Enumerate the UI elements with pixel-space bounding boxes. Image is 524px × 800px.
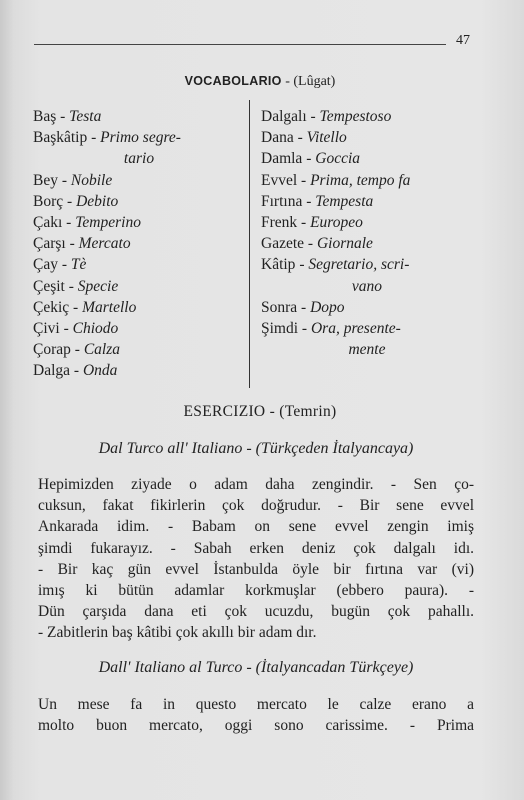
italian-word: Onda <box>82 362 118 380</box>
vocab-entry: Damla - Goccia <box>261 150 361 168</box>
text-line: imış ki bütün adamlar korkmuşlar (ebbero paura). - <box>38 582 474 600</box>
turkish-word: Fırtına <box>261 192 303 210</box>
section1-heading: Dal Turco all' Italiano - (Türkçeden İtalyancaya) <box>98 440 414 457</box>
text-line: şimdi fukarayız. - Sabah erken deniz çok dalgalı idı. <box>38 539 474 557</box>
turkish-word: Kâtip <box>261 256 296 274</box>
turkish-word: Frenk <box>261 214 298 232</box>
vocabulary-title-rest: - (Lûgat) <box>281 74 336 89</box>
vocabulary-right-column <box>261 106 473 360</box>
italian-word: Primo segre- <box>100 129 181 147</box>
vocab-entry: Şimdi - Ora, presente- mente <box>261 318 473 360</box>
turkish-word: Borç <box>33 192 64 210</box>
text-line: - Bir kaç gün evvel İstanbulda öyle bir fırtına var (vi) <box>38 560 474 578</box>
text-line: cuksun, fakat fikirlerin çok doğrudur. - Bir sene evvel <box>38 497 474 515</box>
vocab-entry: Dana - Vitello <box>261 129 347 147</box>
section1-paragraph <box>38 474 474 644</box>
italian-word-continuation: mente <box>348 341 386 359</box>
page-number: 47 <box>456 33 470 48</box>
italian-word: Europeo <box>310 214 363 232</box>
italian-word: Specie <box>77 277 119 295</box>
vocab-entry: Fırtına - Tempesta <box>261 192 374 210</box>
turkish-word: Bey <box>33 171 58 189</box>
column-divider <box>249 100 250 388</box>
turkish-word: Çay <box>33 256 58 274</box>
vocab-entry: Evvel - Prima, tempo fa <box>261 171 411 189</box>
italian-word: Goccia <box>315 150 361 168</box>
turkish-word: Sonra <box>261 298 298 316</box>
italian-word: Segretario, scri- <box>308 256 410 274</box>
vocab-entry: Çivi - Chiodo <box>33 320 119 338</box>
vocab-entry: Gazete - Giornale <box>261 235 373 253</box>
vocabulary-title-caps: VOCABOLARIO <box>184 74 282 88</box>
italian-word: Vitello <box>306 129 347 147</box>
italian-word: Debito <box>76 192 119 210</box>
italian-word: Tempesta <box>315 192 374 210</box>
turkish-word: Baş <box>33 108 57 125</box>
text-line: Hepimizden ziyade o adam daha zengindir. - Sen ço- <box>38 476 474 493</box>
exercise-title: ESERCIZIO - (Temrin) <box>183 403 337 420</box>
turkish-word: Damla <box>261 150 303 168</box>
italian-word: Tempestoso <box>319 108 392 125</box>
vocab-entry: Baş - Testa <box>33 108 102 125</box>
turkish-word: Çekiç <box>33 298 70 316</box>
italian-word: Mercato <box>78 235 131 253</box>
turkish-word: Çakı <box>33 214 63 232</box>
section2-heading: Dall' Italiano al Turco - (İtalyancadan Türkçeye) <box>98 659 414 676</box>
turkish-word: Evvel <box>261 171 298 189</box>
vocab-entry: Frenk - Europeo <box>261 214 363 232</box>
text-line: Dün çarşıda dana eti çok ucuzdu, bugün çok pahallı. <box>38 603 474 621</box>
italian-word: Chiodo <box>72 320 119 338</box>
italian-word-continuation: tario <box>123 150 155 168</box>
turkish-word: Başkâtip <box>33 129 88 147</box>
italian-word: Temperino <box>75 214 141 232</box>
turkish-word: Çivi <box>33 320 60 338</box>
vocab-entry: Çeşit - Specie <box>33 277 119 295</box>
text-line: - Zabitlerin baş kâtibi çok akıllı bir adam dır. <box>38 624 317 642</box>
turkish-word: Dalgalı <box>261 108 307 125</box>
italian-word-continuation: vano <box>351 277 383 295</box>
vocabulary-title <box>110 74 410 90</box>
turkish-word: Dana <box>261 129 294 147</box>
vocab-entry: Çay - Tè <box>33 256 87 274</box>
header-rule <box>34 44 446 45</box>
italian-word: Nobile <box>70 171 113 189</box>
italian-word: Martello <box>82 298 137 316</box>
vocab-entry: Dalga - Onda <box>33 362 118 380</box>
italian-word: Tè <box>70 256 87 274</box>
italian-word: Giornale <box>316 235 373 253</box>
vocab-entry: Çekiç - Martello <box>33 298 137 316</box>
turkish-word: Dalga <box>33 362 71 380</box>
vocabulary-left-column <box>33 106 245 382</box>
italian-word: Ora, presente- <box>310 320 401 338</box>
turkish-word: Gazete <box>261 235 305 253</box>
text-line: Un mese fa in questo mercato le calze erano a <box>38 696 474 713</box>
italian-word: Testa <box>69 108 102 125</box>
vocab-entry: Sonra - Dopo <box>261 298 345 316</box>
vocab-entry: Başkâtip - Primo segre- tario <box>33 127 245 169</box>
turkish-word: Çeşit <box>33 277 65 295</box>
text-line: Ankarada idim. - Babam on sene evvel zengin imiş <box>38 518 474 536</box>
italian-word: Dopo <box>310 298 345 316</box>
turkish-word: Çarşı <box>33 235 66 253</box>
section2-paragraph <box>38 694 474 736</box>
text-line: molto buon mercato, oggi sono carissime. - Prima <box>38 717 474 735</box>
vocab-entry: Çakı - Temperino <box>33 214 141 232</box>
vocab-entry: Çorap - Calza <box>33 341 120 359</box>
turkish-word: Çorap <box>33 341 71 359</box>
vocab-entry: Bey - Nobile <box>33 171 113 189</box>
vocab-entry: Çarşı - Mercato <box>33 235 131 253</box>
vocab-entry: Borç - Debito <box>33 192 119 210</box>
vocab-entry: Dalgalı - Tempestoso <box>261 108 392 125</box>
turkish-word: Şimdi <box>261 320 299 338</box>
italian-word: Calza <box>83 341 120 359</box>
vocab-entry: Kâtip - Segretario, scri- vano <box>261 254 473 296</box>
italian-word: Prima, tempo fa <box>310 171 411 189</box>
